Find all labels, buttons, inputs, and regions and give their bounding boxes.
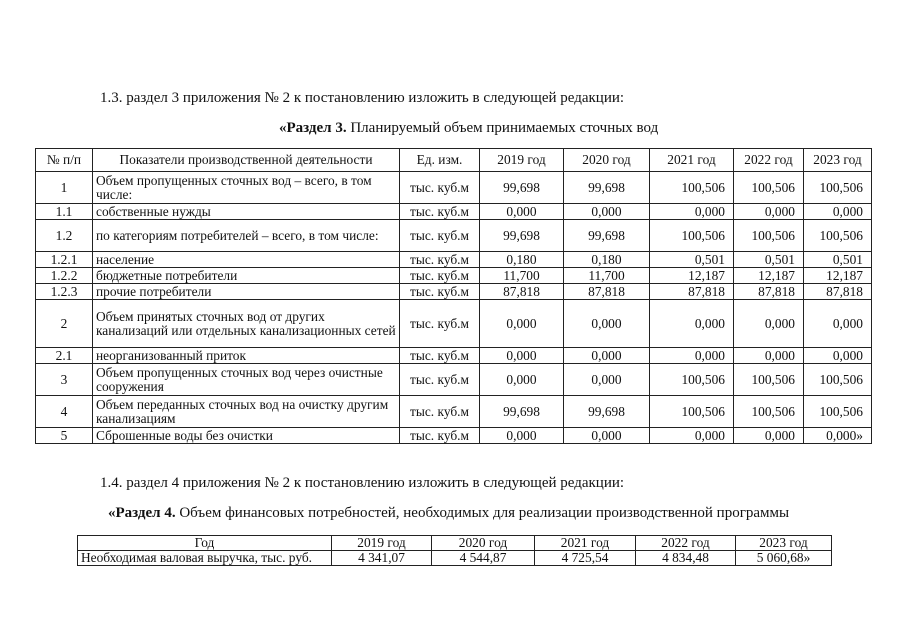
value-cell: 100,506	[734, 364, 804, 396]
value-cell: 4 725,54	[535, 551, 636, 566]
value-cell: 87,818	[564, 284, 650, 300]
value-cell: 100,506	[650, 220, 734, 252]
value-cell: 0,000	[734, 204, 804, 220]
table-row	[78, 551, 832, 566]
value-cell: 0,000	[650, 428, 734, 444]
value-cell: 99,698	[564, 172, 650, 204]
row-number: 2.1	[36, 348, 93, 364]
row-number: 5	[36, 428, 93, 444]
value-cell: 99,698	[564, 220, 650, 252]
table-row	[36, 396, 872, 428]
row-number: 1.2.2	[36, 268, 93, 284]
value-cell: 0,000	[650, 348, 734, 364]
header-cell: 2020 год	[564, 149, 650, 172]
table-row	[36, 364, 872, 396]
value-cell: 87,818	[480, 284, 564, 300]
value-cell: 100,506	[804, 364, 872, 396]
unit-cell: тыс. куб.м	[400, 204, 480, 220]
value-cell: 99,698	[480, 396, 564, 428]
table-row	[36, 220, 872, 252]
header-cell: Ед. изм.	[400, 149, 480, 172]
value-cell: 100,506	[804, 172, 872, 204]
value-cell: 5 060,68»	[736, 551, 832, 566]
value-cell: 0,000	[650, 300, 734, 348]
value-cell: 11,700	[564, 268, 650, 284]
section-4-title	[108, 505, 789, 522]
value-cell: 100,506	[734, 396, 804, 428]
indicator-name: по категориям потребителей – всего, в том числе:	[93, 220, 400, 252]
row-number: 1.2.3	[36, 284, 93, 300]
value-cell: 100,506	[650, 364, 734, 396]
value-cell: 100,506	[804, 396, 872, 428]
unit-cell: тыс. куб.м	[400, 396, 480, 428]
value-cell: 100,506	[734, 172, 804, 204]
indicator-name: Сброшенные воды без очистки	[93, 428, 400, 444]
header-cell: 2023 год	[804, 149, 872, 172]
value-cell: 0,000	[564, 204, 650, 220]
header-cell: 2019 год	[480, 149, 564, 172]
row-number: 1	[36, 172, 93, 204]
table-row	[36, 348, 872, 364]
header-cell: 2019 год	[332, 536, 432, 551]
value-cell: 0,000	[734, 300, 804, 348]
header-cell: 2023 год	[736, 536, 832, 551]
value-cell: 0,000	[804, 348, 872, 364]
section-4-text: Объем финансовых потребностей, необходимых для реализации производственной программы	[175, 505, 790, 521]
unit-cell: тыс. куб.м	[400, 268, 480, 284]
indicator-name: население	[93, 252, 400, 268]
header-cell: № п/п	[36, 149, 93, 172]
table-header-row	[78, 536, 832, 551]
value-cell: 0,000	[480, 428, 564, 444]
table-row	[36, 172, 872, 204]
value-cell: 0,000»	[804, 428, 872, 444]
value-cell: 12,187	[734, 268, 804, 284]
value-cell: 0,000	[564, 300, 650, 348]
indicator-name: Объем пропущенных сточных вод через очистные сооружения	[93, 364, 400, 396]
paragraph-1-3: 1.3. раздел 3 приложения № 2 к постановлению изложить в следующей редакции:	[100, 90, 625, 106]
indicator-name: бюджетные потребители	[93, 268, 400, 284]
header-cell: Год	[78, 536, 332, 551]
row-number: 1.2	[36, 220, 93, 252]
unit-cell: тыс. куб.м	[400, 220, 480, 252]
value-cell: 4 341,07	[332, 551, 432, 566]
indicator-name: собственные нужды	[93, 204, 400, 220]
value-cell: 0,000	[564, 348, 650, 364]
unit-cell: тыс. куб.м	[400, 348, 480, 364]
unit-cell: тыс. куб.м	[400, 300, 480, 348]
header-cell: 2022 год	[636, 536, 736, 551]
row-number: 1.1	[36, 204, 93, 220]
row-number: 1.2.1	[36, 252, 93, 268]
value-cell: 0,000	[804, 204, 872, 220]
indicator-name: Объем переданных сточных вод на очистку другим канализациям	[93, 396, 400, 428]
header-cell: 2020 год	[432, 536, 535, 551]
row-label: Необходимая валовая выручка, тыс. руб.	[78, 551, 332, 566]
value-cell: 0,000	[564, 428, 650, 444]
table-row	[36, 204, 872, 220]
paragraph-1-4: 1.4. раздел 4 приложения № 2 к постановлению изложить в следующей редакции:	[100, 475, 625, 491]
value-cell: 99,698	[564, 396, 650, 428]
value-cell: 0,000	[480, 364, 564, 396]
table-row	[36, 300, 872, 348]
table-row	[36, 284, 872, 300]
value-cell: 100,506	[650, 396, 734, 428]
wastewater-volume-table	[35, 148, 872, 444]
value-cell: 0,000	[480, 204, 564, 220]
value-cell: 0,000	[480, 348, 564, 364]
unit-cell: тыс. куб.м	[400, 284, 480, 300]
indicator-name: неорганизованный приток	[93, 348, 400, 364]
value-cell: 0,000	[804, 300, 872, 348]
unit-cell: тыс. куб.м	[400, 172, 480, 204]
unit-cell: тыс. куб.м	[400, 252, 480, 268]
value-cell: 0,000	[480, 300, 564, 348]
value-cell: 100,506	[650, 172, 734, 204]
value-cell: 12,187	[650, 268, 734, 284]
value-cell: 4 544,87	[432, 551, 535, 566]
row-number: 4	[36, 396, 93, 428]
section-3-title	[279, 120, 658, 137]
value-cell: 0,000	[734, 428, 804, 444]
value-cell: 0,501	[734, 252, 804, 268]
section-3-prefix: «Раздел 3.	[279, 120, 347, 136]
value-cell: 0,000	[650, 204, 734, 220]
value-cell: 0,501	[804, 252, 872, 268]
value-cell: 100,506	[804, 220, 872, 252]
row-number: 3	[36, 364, 93, 396]
section-3-text: Планируемый объем принимаемых сточных вод	[346, 120, 659, 136]
indicator-name: Объем пропущенных сточных вод – всего, в том числе:	[93, 172, 400, 204]
row-number: 2	[36, 300, 93, 348]
value-cell: 11,700	[480, 268, 564, 284]
value-cell: 0,000	[564, 364, 650, 396]
value-cell: 0,501	[650, 252, 734, 268]
value-cell: 4 834,48	[636, 551, 736, 566]
financial-needs-table	[77, 535, 832, 566]
section-4-prefix: «Раздел 4.	[108, 505, 176, 521]
value-cell: 99,698	[480, 220, 564, 252]
value-cell: 0,000	[734, 348, 804, 364]
value-cell: 12,187	[804, 268, 872, 284]
table-row	[36, 268, 872, 284]
indicator-name: прочие потребители	[93, 284, 400, 300]
header-cell: 2021 год	[535, 536, 636, 551]
table-row	[36, 252, 872, 268]
unit-cell: тыс. куб.м	[400, 428, 480, 444]
value-cell: 99,698	[480, 172, 564, 204]
header-cell: 2021 год	[650, 149, 734, 172]
value-cell: 87,818	[804, 284, 872, 300]
value-cell: 87,818	[650, 284, 734, 300]
value-cell: 0,180	[564, 252, 650, 268]
unit-cell: тыс. куб.м	[400, 364, 480, 396]
value-cell: 87,818	[734, 284, 804, 300]
table-header-row	[36, 149, 872, 172]
value-cell: 100,506	[734, 220, 804, 252]
header-cell: Показатели производственной деятельности	[93, 149, 400, 172]
table-row	[36, 428, 872, 444]
indicator-name: Объем принятых сточных вод от других канализаций или отдельных канализационных сетей	[93, 300, 400, 348]
value-cell: 0,180	[480, 252, 564, 268]
header-cell: 2022 год	[734, 149, 804, 172]
